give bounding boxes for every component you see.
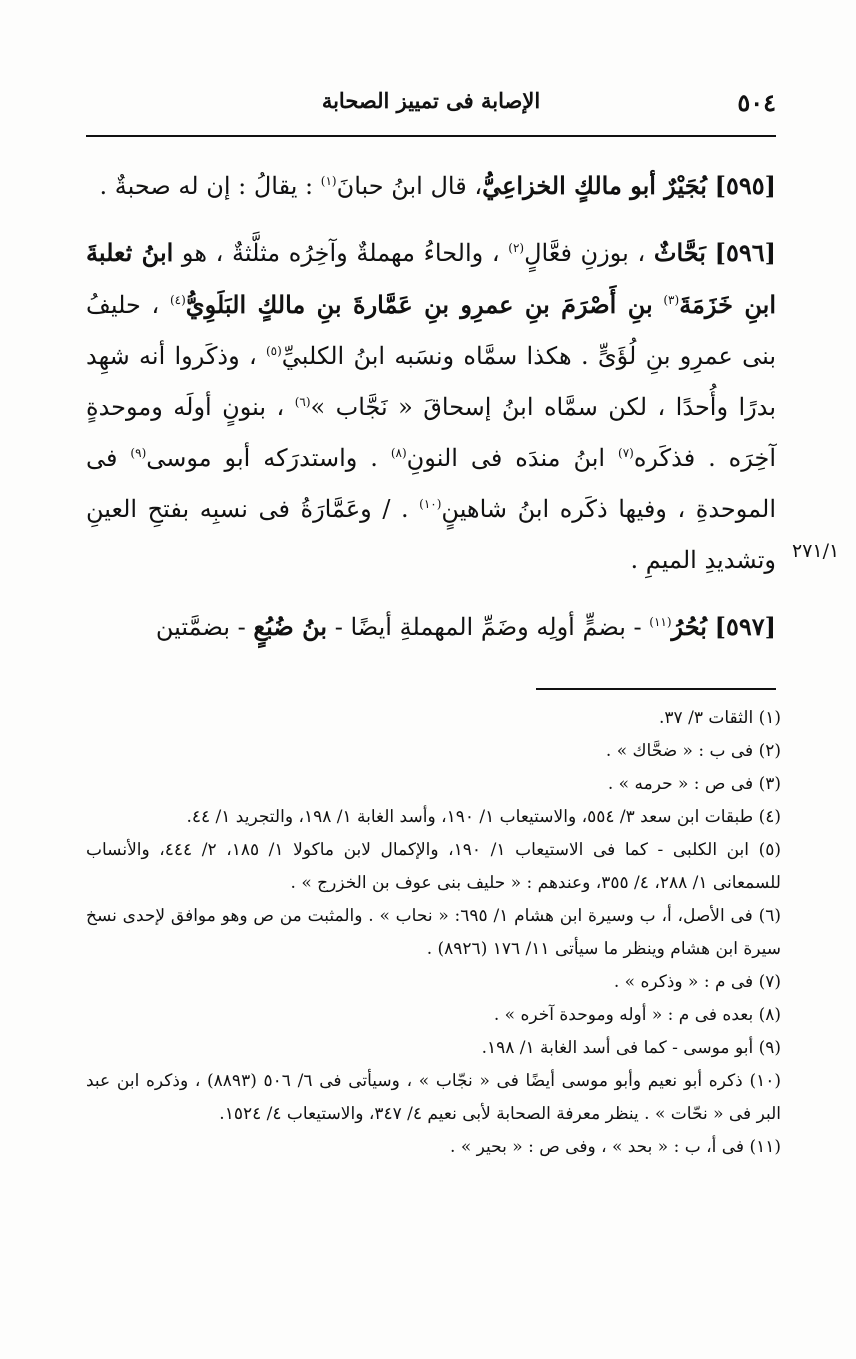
footnote: (٥) ابن الكلبى - كما فى الاستيعاب ١/ ١٩٠، والإكمال لابن ماكولا ١/ ١٨٥، ٢/ ٤٤٤، والأنساب للسمعانى ١/ ٢٨٨، ٤/ ٣٥٥، وعندهم : « حليف بنى عوف بن الخزرج » . bbox=[86, 840, 782, 893]
footnote-ref: (١١) bbox=[649, 615, 672, 629]
running-title: الإصابة فى تمييز الصحابة bbox=[321, 88, 541, 113]
entry-number: [٥٩٧] bbox=[714, 612, 776, 641]
footnote-ref: (٦) bbox=[294, 395, 311, 409]
footnote-ref: (٩) bbox=[130, 446, 147, 460]
entry-name: بُحُرُ bbox=[671, 612, 707, 641]
entry-number: [٥٩٥] bbox=[714, 171, 776, 200]
footnote: (١١) فى أ، ب : « بحد » ، وفى ص : « بحير » . bbox=[450, 1137, 781, 1157]
entry-text: . واستدرَكه أبو موسى bbox=[146, 444, 391, 472]
entry-text: : يقالُ : إن له صحبةٌ . bbox=[99, 172, 321, 200]
entry-text: ، والحاءُ مهملةٌ وآخِرُه مثلَّثةٌ ، هو bbox=[173, 239, 509, 267]
footnote-ref: (١) bbox=[320, 174, 337, 188]
footnote-ref: (٢) bbox=[508, 241, 525, 255]
entry-number: [٥٩٦] bbox=[714, 238, 776, 267]
footnote-ref: (١٠) bbox=[419, 497, 442, 511]
footnote-ref: (٨) bbox=[390, 446, 407, 460]
entry-name: بنِ أَصْرَمَ بنِ عمرِو بنِ عَمَّارةَ بنِ مالكٍ البَلَوِيُّ bbox=[185, 290, 653, 319]
footnote-ref: (٥) bbox=[265, 344, 282, 358]
entry-text: - بضمَّتين bbox=[155, 613, 254, 641]
footnote-ref: (٧) bbox=[618, 446, 634, 460]
entry-text: ابنُ مندَه فى النونِ bbox=[406, 444, 619, 472]
footnote: (٧) فى م : « وذكره » . bbox=[613, 972, 781, 992]
entry-name: بُجَيْرٌ أبو مالكٍ الخزاعِيُّ bbox=[482, 171, 707, 200]
footnote: (١) الثقات ٣/ ٣٧. bbox=[659, 708, 781, 728]
entry-text: ، وذكَروا أنه شهِد بدرًا وأُحدًا ، لكن سمَّاه ابنُ إسحاقَ « نَجَّاب » bbox=[86, 342, 776, 421]
page-number: ٥٠٤ bbox=[737, 88, 776, 117]
entry-597 bbox=[86, 601, 776, 653]
entry-text: ، بوزنِ فعَّالٍ bbox=[524, 239, 654, 267]
entry-text: ، قال ابنُ حبانَ bbox=[336, 172, 483, 200]
entry-text: ، بنونٍ أولَه وموحدةٍ آخِرَه . فذكَره bbox=[86, 393, 776, 472]
footnote-ref: (٤) bbox=[169, 293, 186, 307]
entry-text bbox=[653, 291, 664, 319]
entry-text: فى الموحدةِ ، وفيها ذكَره ابنُ شاهينٍ bbox=[86, 444, 777, 523]
entry-name: ابنُ ثعلبةَ ابنِ خَزَمَةَ bbox=[86, 238, 777, 319]
footnote-ref: (٣) bbox=[663, 293, 680, 307]
entry-595 bbox=[86, 160, 776, 212]
entry-name: بَحَّاثٌ bbox=[653, 238, 706, 267]
header-rule bbox=[86, 135, 776, 137]
footnote: (٨) بعده فى م : « أوله وموحدة آخره » . bbox=[493, 1005, 781, 1025]
footnotes bbox=[86, 702, 781, 1164]
footnote: (٩) أبو موسى - كما فى أسد الغابة ١/ ١٩٨. bbox=[481, 1038, 781, 1058]
entry-text: ، حليفُ بنى عمرِو بنِ لُؤَىٍّ . هكذا سمَّاه ونسَبه ابنُ الكلبيِّ bbox=[86, 291, 776, 370]
entry-596 bbox=[86, 227, 776, 586]
footnote: (٦) فى الأصل، أ، ب وسيرة ابن هشام ١/ ٦٩٥: « نحاب » . والمثبت من ص وهو موافق لإحدى نسخ سيرة ابن هشام وينظر ما سيأتى ١١/ ١٧٦ (٨٩٢٦) . bbox=[86, 906, 781, 959]
footnote: (١٠) ذكره أبو نعيم وأبو موسى أيضًا فى « نجّاب » ، وسيأتى فى ٦/ ٥٠٦ (٨٨٩٣) ، وذكره ابن عبد البر فى « نحّات » . ينظر معرفة الصحابة لأبى نعيم ٤/ ٣٤٧، والاستيعاب ٤/ ١٥٢٤. bbox=[86, 1071, 781, 1124]
main-text bbox=[86, 160, 776, 668]
page-header bbox=[86, 82, 776, 122]
footnote: (٤) طبقات ابن سعد ٣/ ٥٥٤، والاستيعاب ١/ ١٩٠، وأسد الغابة ١/ ١٩٨، والتجريد ١/ ٤٤. bbox=[186, 807, 781, 827]
entry-name: بنُ ضُبُعٍ bbox=[253, 612, 328, 641]
entry-text: - بضمٍّ أولِه وضَمِّ المهملةِ أيضًا - bbox=[327, 613, 650, 641]
footnote-separator bbox=[536, 688, 776, 690]
footnote: (٣) فى ص : « حرمه » . bbox=[607, 774, 781, 794]
footnote: (٢) فى ب : « ضحَّاك » . bbox=[605, 741, 781, 761]
margin-volume-reference: ٢٧١/١ bbox=[792, 540, 840, 562]
entry-text: . / وعَمَّارَةُ فى نسبِه بفتحِ العينِ وتشديدِ الميمِ . bbox=[86, 495, 776, 574]
